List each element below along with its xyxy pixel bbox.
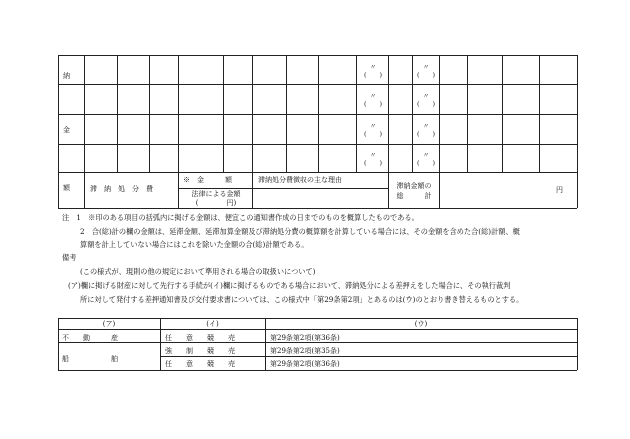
ditto-cell: 〃 ( ): [416, 122, 436, 138]
remarks-subtitle: (この様式が、現則の他の規定において準用される場合の取扱いについて): [80, 267, 316, 276]
fee-reason-label: 滞納処分費徴収の主な理由: [258, 176, 342, 184]
yen-unit: 円: [556, 186, 563, 194]
ditto-cell: 〃 ( ): [363, 63, 383, 79]
asterisk-amount-label: ※ 金 額: [183, 176, 232, 184]
note-2-line2: 算額を計上していない場合にはこれを除いた金額の合(総)計額である。: [80, 240, 309, 249]
ditto-cell: 〃 ( ): [416, 151, 436, 167]
row1-replacement: 第29条第2項(第36条): [270, 334, 340, 342]
row1-property: 不 動 産: [62, 334, 118, 342]
remarks-heading: 備考: [62, 253, 77, 262]
remarks-line2: 所に対して発付する差押通知書及び交付要求書については、この様式中「第29条第2項」とあるのは(ウ)のとおり書き替えるものとする。: [80, 295, 524, 304]
note-2-line1: 2 合(総)計の欄の金額は、延滞金額、延滞加算金額及び滞納処分費の概算額を計算している場合には、その金額を含めた合(総)計額、概: [80, 227, 520, 236]
row2-property: 船 舶: [62, 355, 118, 363]
row3-procedure: 任 意 競 売: [165, 360, 235, 368]
total-label-line2: 総 計: [396, 192, 432, 200]
ditto-cell: 〃 ( ): [363, 151, 383, 167]
side-label-2: 金: [63, 126, 70, 134]
header-c: (ウ): [414, 320, 428, 328]
side-label-1: 納: [63, 72, 70, 80]
ditto-cell: 〃 ( ): [416, 92, 436, 108]
total-label-line1: 滞納金額の: [396, 182, 432, 190]
legal-amount-unit: ( 円): [195, 199, 237, 207]
delinquency-fee-label: 滞 納 処 分 費: [90, 185, 153, 193]
legal-amount-label: 法律による金額: [191, 190, 241, 198]
ditto-cell: 〃 ( ): [363, 92, 383, 108]
note-1: 注 1 ※印のある項目の括弧内に掲げる金額は、便宜この通知書作成の日までのものを概算したものである。: [62, 213, 419, 222]
header-b: (イ): [206, 320, 219, 328]
row2-procedure: 強 制 競 売: [165, 347, 235, 355]
header-a: (ア): [102, 320, 116, 328]
row3-replacement: 第29条第2項(第36条): [270, 360, 340, 368]
ditto-cell: 〃 ( ): [363, 122, 383, 138]
side-label-3: 額: [63, 184, 70, 192]
row1-procedure: 任 意 競 売: [165, 334, 235, 342]
ditto-cell: 〃 ( ): [416, 63, 436, 79]
row2-replacement: 第29条第2項(第35条): [270, 347, 340, 355]
remarks-line1: (ア)欄に掲げる財産に対して先行する手続が(イ)欄に掲げるものである場合において、滞納処分による差押えをした場合に、その執行裁判: [68, 281, 511, 290]
